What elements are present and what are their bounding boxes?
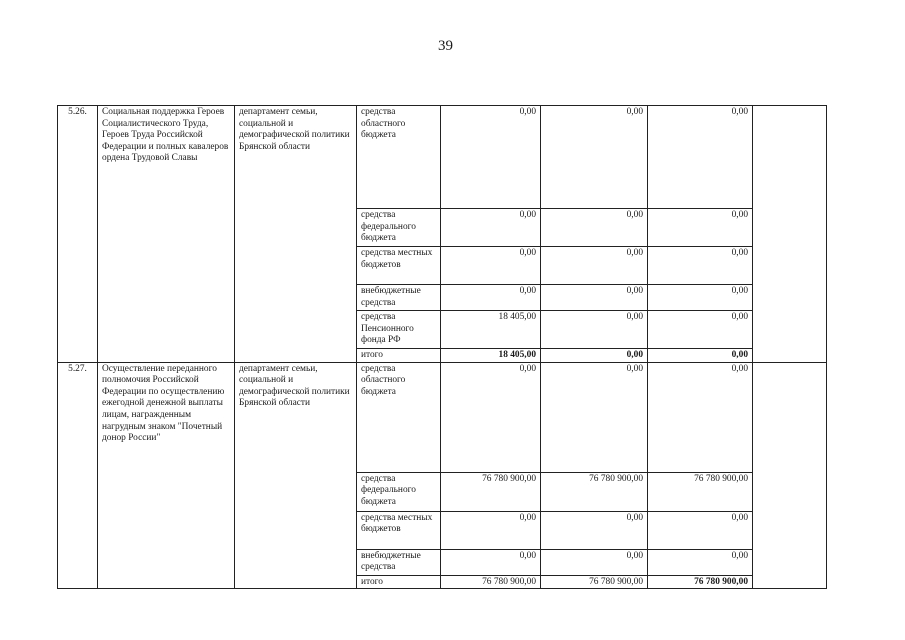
value-year-3: 0,00 [648,362,753,472]
source-label: средства областного бюджета [357,362,441,472]
value-year-3: 0,00 [648,247,753,285]
source-label: внебюджетные средства [357,285,441,311]
value-year-2: 0,00 [541,311,648,349]
row-index: 5.26. [58,106,98,363]
value-year-2: 0,00 [541,209,648,247]
value-year-2: 0,00 [541,362,648,472]
value-year-1: 0,00 [441,511,541,549]
value-year-3: 0,00 [648,511,753,549]
program-table [57,105,827,589]
executor: департамент семьи, социальной и демографической политики Брянской области [235,362,357,589]
executor: департамент семьи, социальной и демографической политики Брянской области [235,106,357,363]
page-number: 39 [438,38,453,54]
table-row [58,106,827,209]
value-year-1: 0,00 [441,247,541,285]
value-year-3: 0,00 [648,209,753,247]
source-label-total: итого [357,349,441,363]
source-label: средства местных бюджетов [357,247,441,285]
value-year-2: 0,00 [541,549,648,575]
row-index: 5.27. [58,362,98,589]
value-year-3: 0,00 [648,285,753,311]
source-label: средства местных бюджетов [357,511,441,549]
source-label: средства Пенсионного фонда РФ [357,311,441,349]
source-label-total: итого [357,575,441,589]
total-year-2: 76 780 900,00 [541,575,648,589]
source-label: средства федерального бюджета [357,472,441,511]
table-row [58,362,827,472]
total-year-1: 18 405,00 [441,349,541,363]
value-year-1: 0,00 [441,209,541,247]
total-year-1: 76 780 900,00 [441,575,541,589]
value-year-1: 0,00 [441,362,541,472]
value-year-2: 76 780 900,00 [541,472,648,511]
value-year-1: 18 405,00 [441,311,541,349]
empty-cell [753,362,827,589]
empty-cell [753,106,827,363]
total-year-3: 0,00 [648,349,753,363]
measure-name: Осуществление переданного полномочия Российской Федерации по осуществлению ежегодной денежной выплаты лицам, награжденным нагрудным знаком "Почетный донор России" [98,362,235,589]
value-year-1: 0,00 [441,106,541,209]
value-year-3: 0,00 [648,311,753,349]
total-year-2: 0,00 [541,349,648,363]
value-year-3: 0,00 [648,549,753,575]
source-label: средства федерального бюджета [357,209,441,247]
value-year-1: 0,00 [441,549,541,575]
source-label: внебюджетные средства [357,549,441,575]
measure-name: Социальная поддержка Героев Социалистического Труда, Героев Труда Российской Федерации и полных кавалеров ордена Трудовой Славы [98,106,235,363]
value-year-3: 0,00 [648,106,753,209]
value-year-2: 0,00 [541,285,648,311]
value-year-2: 0,00 [541,247,648,285]
value-year-1: 76 780 900,00 [441,472,541,511]
value-year-3: 76 780 900,00 [648,472,753,511]
total-year-3: 76 780 900,00 [648,575,753,589]
value-year-2: 0,00 [541,511,648,549]
value-year-2: 0,00 [541,106,648,209]
source-label: средства областного бюджета [357,106,441,209]
value-year-1: 0,00 [441,285,541,311]
